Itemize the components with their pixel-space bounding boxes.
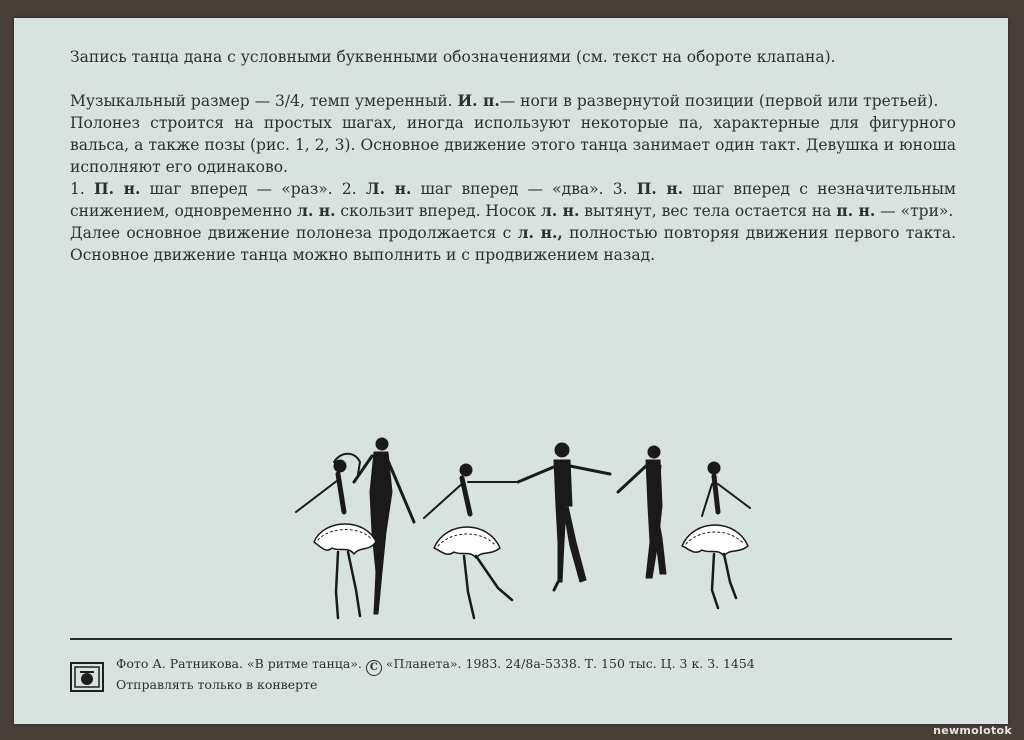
intro-paragraph [70, 46, 956, 68]
dance-description [70, 46, 956, 266]
left-foot-abbr-2: л. н. [297, 201, 336, 220]
start-position-text: — ноги в развернутой позиции (первой или третьей). [499, 92, 939, 110]
watermark: newmolotok [933, 724, 1012, 737]
publisher-details: «Планета». 1983. 24/8а-5338. Т. 150 тыс. Ц. 3 к. З. 1454 [381, 656, 755, 671]
imprint-line-1 [116, 655, 755, 676]
steps-text-7: — «три». [875, 202, 954, 220]
dancer-man-1 [518, 443, 610, 590]
imprint [116, 655, 755, 694]
right-foot-abbr-2: П. н. [636, 179, 684, 198]
intro-text: Запись танца дана с условными буквенными обозначениями (см. текст на обороте клапана). [70, 48, 836, 66]
postcard [14, 18, 1008, 724]
publisher-logo-icon [70, 662, 104, 692]
steps-text-3: шаг вперед — «два». 3. [411, 180, 637, 198]
left-foot-abbr-3: л. н. [540, 201, 580, 220]
left-foot-abbr-1: Л. н. [365, 179, 412, 198]
steps-paragraph [70, 178, 956, 222]
meter-text: Музыкальный размер — 3/4, темп умеренный. [70, 92, 458, 110]
steps-text-5: скользит вперед. Носок [335, 202, 541, 220]
start-position-label: И. п. [457, 91, 500, 110]
dancer-woman-2 [424, 464, 516, 618]
meter-paragraph [70, 90, 956, 112]
steps-text-2: шаг вперед — «раз». 2. [140, 180, 366, 198]
footer-divider [70, 638, 952, 640]
right-foot-abbr-1: П. н. [93, 179, 141, 198]
steps-text-6: вытянут, вес тела остается на [579, 202, 837, 220]
paragraph-gap [70, 68, 956, 90]
left-foot-abbr-4: л. н., [517, 223, 563, 242]
continuation-paragraph [70, 222, 956, 266]
dancer-woman-1 [296, 454, 376, 618]
mailing-note: Отправлять только в конверте [116, 677, 318, 692]
continuation-text-2: полностью повторяя движения первого такта. Основное движение танца можно выполнить и с продвижением назад. [70, 224, 956, 264]
dancer-woman-3 [682, 462, 750, 608]
steps-text-4: шаг вперед с незначительным снижением, одновременно [70, 180, 956, 220]
dancers-illustration [274, 422, 764, 622]
copyright-icon: С [366, 660, 382, 676]
right-foot-abbr-3: п. н. [836, 201, 876, 220]
steps-text-1: 1. [70, 180, 94, 198]
polonaise-text: Полонез строится на простых шагах, иногда используют некоторые па, характерные для фигурного вальса, а также позы (рис. 1, 2, 3). Основное движение этого танца занимает один такт. Девушка и юноша исполняют его одинаково. [70, 114, 956, 176]
dancer-man-2 [618, 446, 666, 578]
photo-credit: Фото А. Ратникова. «В ритме танца». [116, 656, 366, 671]
dancer-couple-figure [354, 438, 414, 614]
continuation-text-1: Далее основное движение полонеза продолжается с [70, 224, 518, 242]
polonaise-paragraph [70, 112, 956, 178]
